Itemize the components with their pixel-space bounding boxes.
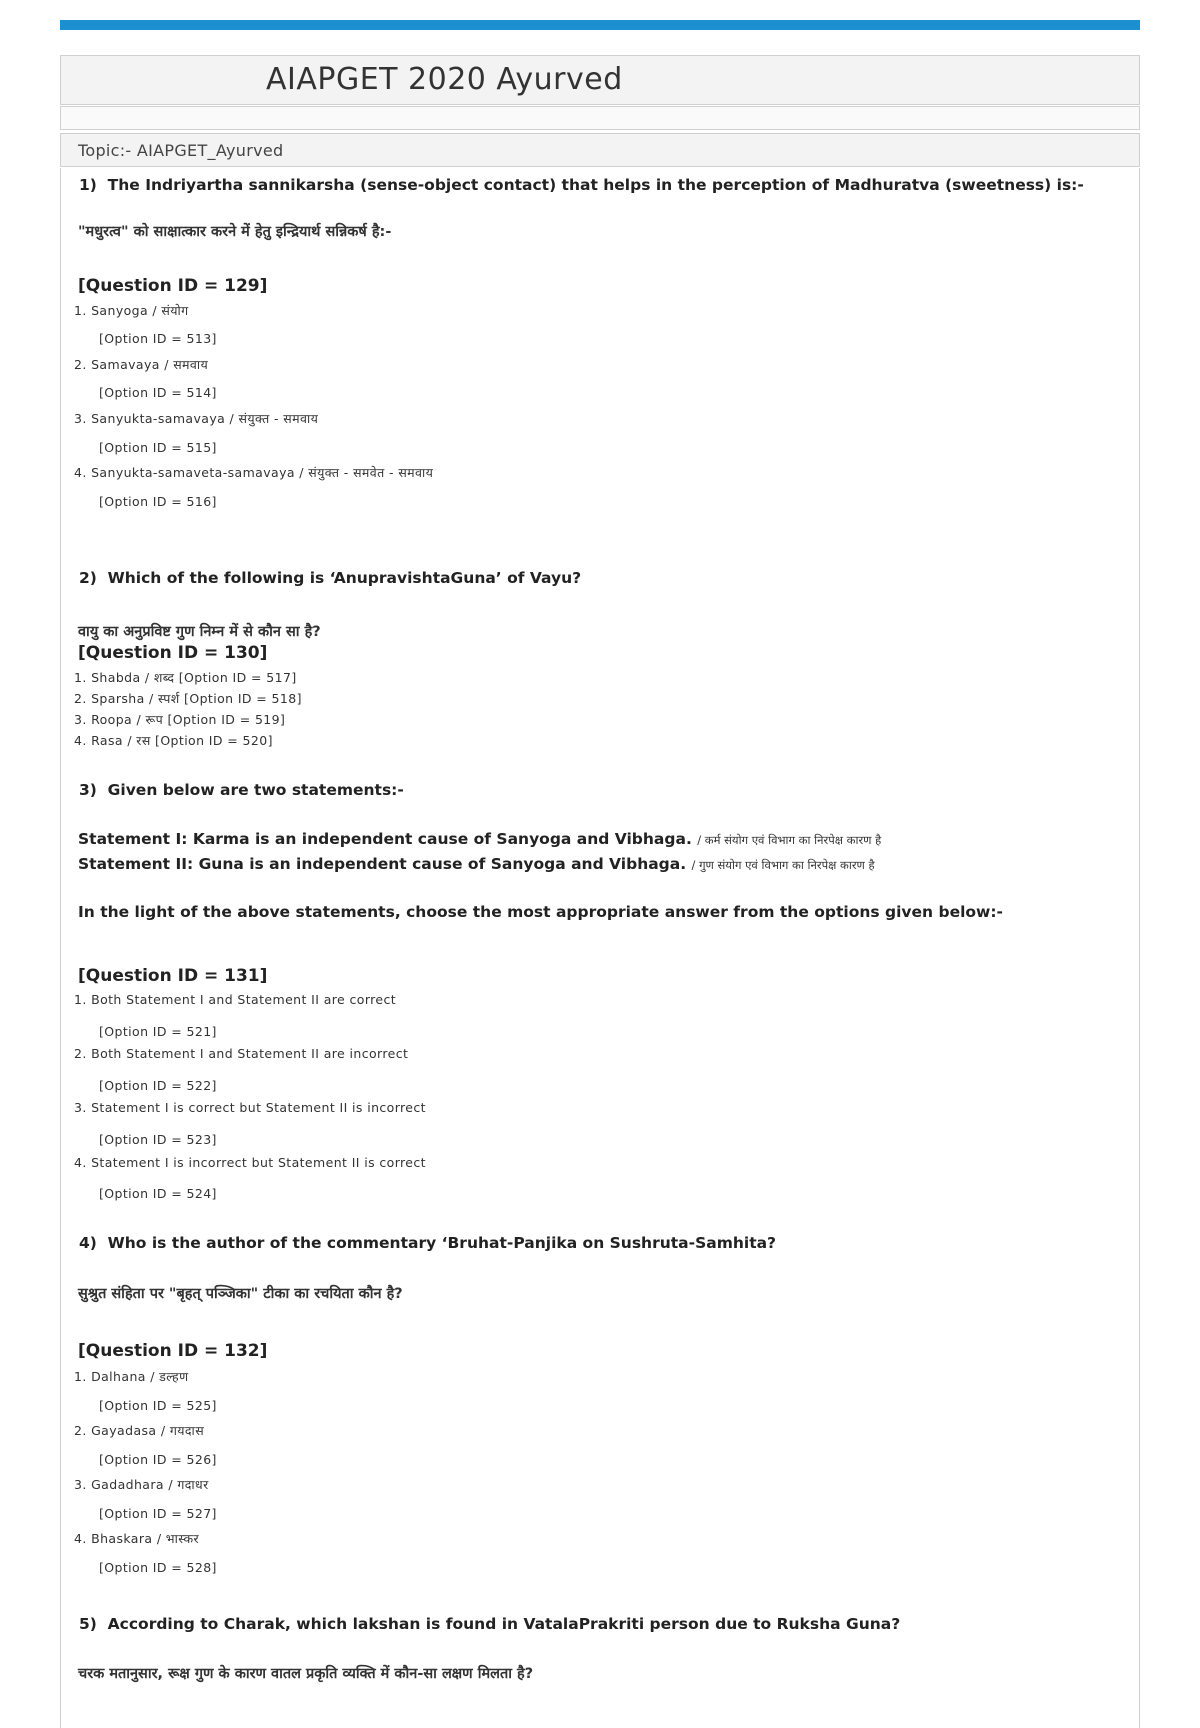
q1-option-2-id: [Option ID = 514]	[99, 385, 217, 400]
question-3-instruction: In the light of the above statements, choose the most appropriate answer from the options given below:-	[78, 903, 1003, 921]
q3-option-4: 4. Statement I is incorrect but Statement II is correct	[74, 1155, 426, 1170]
question-4-text	[79, 1234, 776, 1252]
q3-option-1-id: [Option ID = 521]	[99, 1024, 217, 1039]
question-1-text	[79, 176, 1084, 194]
q4-option-1-id: [Option ID = 525]	[99, 1398, 217, 1413]
question-number: 1)	[79, 176, 97, 194]
question-number: 2)	[79, 569, 97, 587]
q2-option-1: 1. Shabda / शब्द [Option ID = 517]	[74, 670, 297, 685]
q2-option-3: 3. Roopa / रूप [Option ID = 519]	[74, 712, 286, 727]
question-2-text	[79, 569, 581, 587]
q4-option-2-id: [Option ID = 526]	[99, 1452, 217, 1467]
q4-option-3-id: [Option ID = 527]	[99, 1506, 217, 1521]
question-text: Who is the author of the commentary ‘Bruhat-Panjika on Sushruta-Samhita?	[107, 1234, 777, 1252]
q3-option-4-id: [Option ID = 524]	[99, 1186, 217, 1201]
statement-2-text: Statement II: Guna is an independent cause of Sanyoga and Vibhaga.	[78, 855, 687, 873]
q4-option-4: 4. Bhaskara / भास्कर	[74, 1531, 200, 1546]
question-3-text	[79, 781, 404, 799]
q1-option-4-id: [Option ID = 516]	[99, 494, 217, 509]
question-2-hindi: वायु का अनुप्रविष्ट गुण निम्न में से कौन सा है?	[78, 624, 321, 640]
question-content-panel	[60, 168, 1140, 1728]
q4-option-1: 1. Dalhana / डल्हण	[74, 1369, 189, 1384]
q1-option-2: 2. Samavaya / समवाय	[74, 357, 209, 372]
q1-option-1: 1. Sanyoga / संयोग	[74, 303, 189, 318]
question-2-id: [Question ID = 130]	[78, 643, 268, 663]
question-4-hindi: सुश्रुत संहिता पर "बृहत् पञ्जिका" टीका का रचयिता कौन है?	[78, 1286, 403, 1302]
question-5-hindi: चरक मतानुसार, रूक्ष गुण के कारण वातल प्रकृति व्यक्ति में कौन-सा लक्षण मिलता है?	[78, 1666, 534, 1682]
q2-option-2: 2. Sparsha / स्पर्श [Option ID = 518]	[74, 691, 302, 706]
q1-option-3: 3. Sanyukta-samavaya / संयुक्त - समवाय	[74, 411, 319, 426]
topic-label: Topic:- AIAPGET_Ayurved	[78, 141, 284, 160]
q3-option-3: 3. Statement I is correct but Statement II is incorrect	[74, 1100, 426, 1115]
top-accent-bar	[60, 20, 1140, 30]
question-1-id: [Question ID = 129]	[78, 276, 268, 296]
question-3-id: [Question ID = 131]	[78, 966, 268, 986]
statement-2-hindi: / गुण संयोग एवं विभाग का निरपेक्ष कारण है	[691, 858, 875, 872]
statement-2	[78, 855, 875, 873]
q1-option-4: 4. Sanyukta-samaveta-samavaya / संयुक्त - समवेत - समवाय	[74, 465, 434, 480]
header-title-panel	[60, 55, 1140, 105]
q4-option-3: 3. Gadadhara / गदाधर	[74, 1477, 209, 1492]
topic-panel	[60, 133, 1140, 167]
q3-option-2: 2. Both Statement I and Statement II are incorrect	[74, 1046, 409, 1061]
q1-option-1-id: [Option ID = 513]	[99, 331, 217, 346]
question-text: Which of the following is ‘AnupravishtaGuna’ of Vayu?	[107, 569, 582, 587]
page-title: AIAPGET 2020 Ayurved	[266, 62, 623, 97]
question-text: According to Charak, which lakshan is found in VatalaPrakriti person due to Ruksha Guna?	[107, 1615, 901, 1633]
question-number: 3)	[79, 781, 97, 799]
question-4-id: [Question ID = 132]	[78, 1341, 268, 1361]
q3-option-3-id: [Option ID = 523]	[99, 1132, 217, 1147]
statement-1-text: Statement I: Karma is an independent cause of Sanyoga and Vibhaga.	[78, 830, 692, 848]
statement-1-hindi: / कर्म संयोग एवं विभाग का निरपेक्ष कारण है	[697, 833, 882, 847]
question-number: 4)	[79, 1234, 97, 1252]
question-1-hindi: "मधुरत्व" को साक्षात्कार करने में हेतु इन्द्रियार्थ सन्निकर्ष है:-	[78, 224, 392, 240]
q2-option-4: 4. Rasa / रस [Option ID = 520]	[74, 733, 273, 748]
q1-option-3-id: [Option ID = 515]	[99, 440, 217, 455]
question-number: 5)	[79, 1615, 97, 1633]
q4-option-4-id: [Option ID = 528]	[99, 1560, 217, 1575]
question-text: Given below are two statements:-	[107, 781, 404, 799]
header-spacer-panel	[60, 106, 1140, 130]
q3-option-2-id: [Option ID = 522]	[99, 1078, 217, 1093]
q3-option-1: 1. Both Statement I and Statement II are correct	[74, 992, 397, 1007]
q4-option-2: 2. Gayadasa / गयदास	[74, 1423, 205, 1438]
question-text: The Indriyartha sannikarsha (sense-object contact) that helps in the perception of Madhuratva (sweetness) is:-	[107, 176, 1084, 194]
statement-1	[78, 830, 881, 848]
question-5-text	[79, 1615, 900, 1633]
